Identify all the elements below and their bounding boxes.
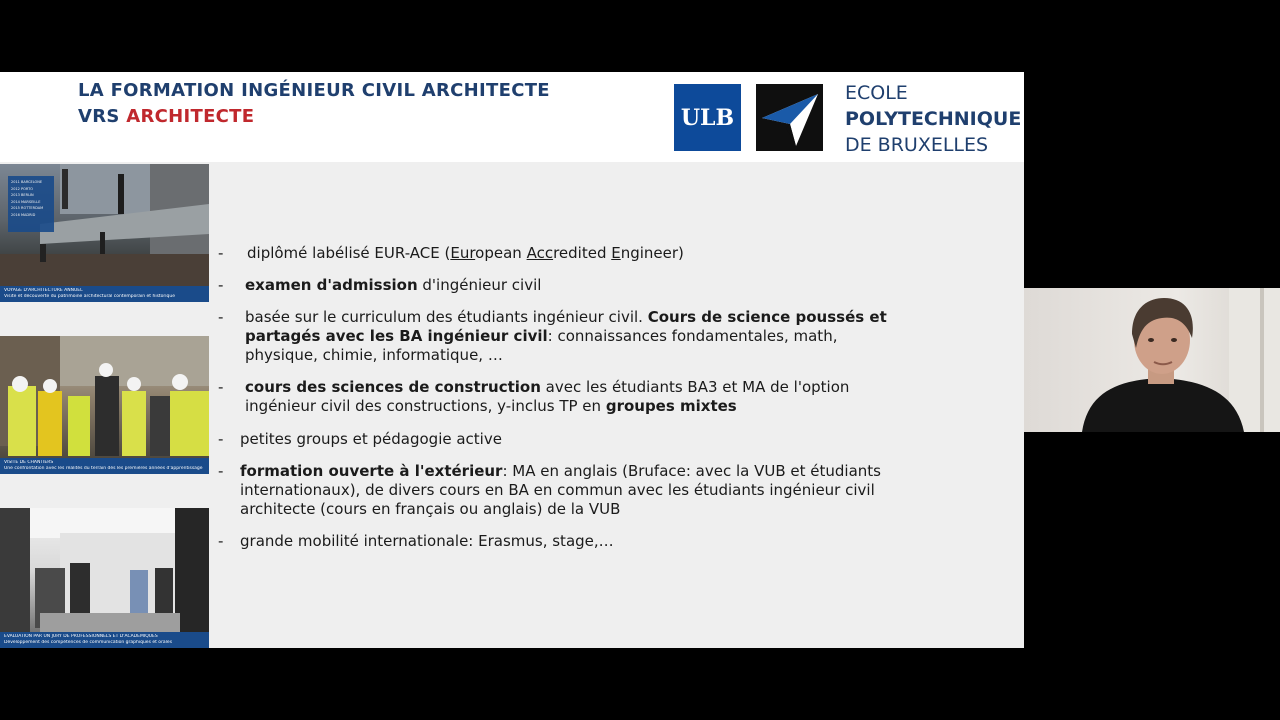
bullet-fragment: d'ingénieur civil (417, 276, 542, 294)
bullet-fragment: basée sur le curriculum des étudiants ingénieur civil. (245, 308, 648, 326)
bullet-fragment: redited (553, 244, 612, 262)
epb-line-3: DE BRUXELLES (845, 134, 989, 156)
slide-title-line-1: LA FORMATION INGÉNIEUR CIVIL ARCHITECTE (78, 80, 550, 101)
title-prefix: VRS (78, 106, 127, 127)
bullet-bold: formation ouverte à l'extérieur (240, 462, 503, 480)
epb-arrow-icon (756, 84, 823, 151)
bullet-fragment: Eur (450, 244, 476, 262)
bullet-fragment: E (611, 244, 621, 262)
trip-item: 2012 PORTO (11, 186, 33, 191)
epb-logo-mark (756, 84, 823, 151)
photo-site-visit (0, 336, 209, 474)
bullet-text (240, 462, 960, 519)
bullet-fragment: Acc (526, 244, 554, 262)
webcam-video-tile[interactable] (1024, 288, 1280, 432)
bullet-fragment: : connaissances fondamentales, math, (547, 327, 838, 345)
caption-text: Développement des compétences de communication graphiques et orales (4, 640, 173, 645)
bullet-bold: examen d'admission (245, 276, 418, 294)
bullet-fragment: : MA en anglais (Bruface: avec la VUB et étudiants (502, 462, 881, 480)
photo-site-visit-image (0, 336, 209, 474)
bullet-fragment: ingénieur civil des constructions, y-inclus TP en (245, 397, 606, 415)
bullet-fragment: ngineer) (620, 244, 684, 262)
bullet-line: architecte (cours en français ou anglais) de la VUB (240, 500, 621, 518)
photo-jury-evaluation-image (0, 508, 209, 648)
trip-item: 2016 MADRID (11, 212, 36, 217)
bullet-bold: partagés avec les BA ingénieur civil (245, 327, 548, 345)
trip-item: 2013 BERLIN (11, 193, 34, 197)
bullet-dash: - (218, 430, 224, 448)
bullet-dash: - (218, 532, 224, 550)
bullet-text (245, 276, 945, 295)
caption-title: VISITE DE CHANTIERS (4, 460, 54, 465)
bullet-line: internationaux), de divers cours en BA en commun avec les étudiants ingénieur civil (240, 481, 875, 499)
photo-jury-evaluation (0, 508, 209, 648)
title-accent: ARCHITECTE (126, 106, 255, 127)
bullet-dash: - (218, 276, 224, 294)
slide-header (0, 72, 1024, 162)
bullet-line (245, 378, 945, 397)
bullet-dash: - (218, 462, 224, 480)
epb-logo-text (845, 80, 1021, 158)
bullet-dash: - (218, 378, 224, 396)
photo-caption (0, 286, 209, 302)
trip-list-overlay (8, 176, 54, 232)
bullet-line (240, 462, 960, 481)
bullet-bold: groupes mixtes (605, 397, 737, 415)
bullet-line: physique, chimie, informatique, … (245, 346, 503, 364)
bullet-bold: cours des sciences de construction (245, 378, 541, 396)
bullet-dash: - (218, 244, 224, 262)
slide-title-line-2 (78, 106, 254, 127)
photo-caption (0, 458, 209, 474)
trip-item: 2011 BARCELONE (11, 180, 43, 184)
bullet-text (245, 308, 945, 365)
caption-text: Une confrontation avec les réalités du terrain dès les premières années d'apprentissage (4, 466, 203, 471)
caption-title: EVALUATION PAR UN JURY DE PROFESSIONNELS ET D'ACADEMIQUES (4, 634, 158, 639)
bullet-fragment: avec les étudiants BA3 et MA de l'option (540, 378, 850, 396)
caption-title: VOYAGE D'ARCHITECTURE ANNUEL (4, 288, 83, 293)
bullet-text: grande mobilité internationale: Erasmus, stage,… (240, 532, 614, 550)
caption-text: Visite et découverte du patrimoine architectural contemporain et historique (4, 294, 176, 299)
bullet-dash: - (218, 308, 224, 326)
bullet-bold: Cours de science poussés et (647, 308, 887, 326)
bullet-line (245, 308, 945, 327)
webcam-participant-image (1024, 288, 1280, 432)
bullet-fragment: diplômé labélisé EUR-ACE ( (247, 244, 451, 262)
epb-line-1: ECOLE (845, 82, 908, 104)
epb-line-2: POLYTECHNIQUE (845, 108, 1022, 130)
ulb-logo: ULB (674, 84, 741, 151)
bullet-text (245, 378, 945, 416)
bullet-fragment: opean (475, 244, 527, 262)
presentation-slide (0, 72, 1024, 648)
trip-item: 2015 ROTTERDAM (11, 206, 44, 210)
bullet-text (247, 244, 947, 263)
bullet-text: petites groups et pédagogie active (240, 430, 502, 448)
bullet-line (245, 327, 945, 346)
photo-architecture-trip (0, 164, 209, 302)
bullet-line (245, 397, 945, 416)
trip-item: 2014 MARSEILLE (11, 199, 41, 204)
photo-caption (0, 632, 209, 648)
